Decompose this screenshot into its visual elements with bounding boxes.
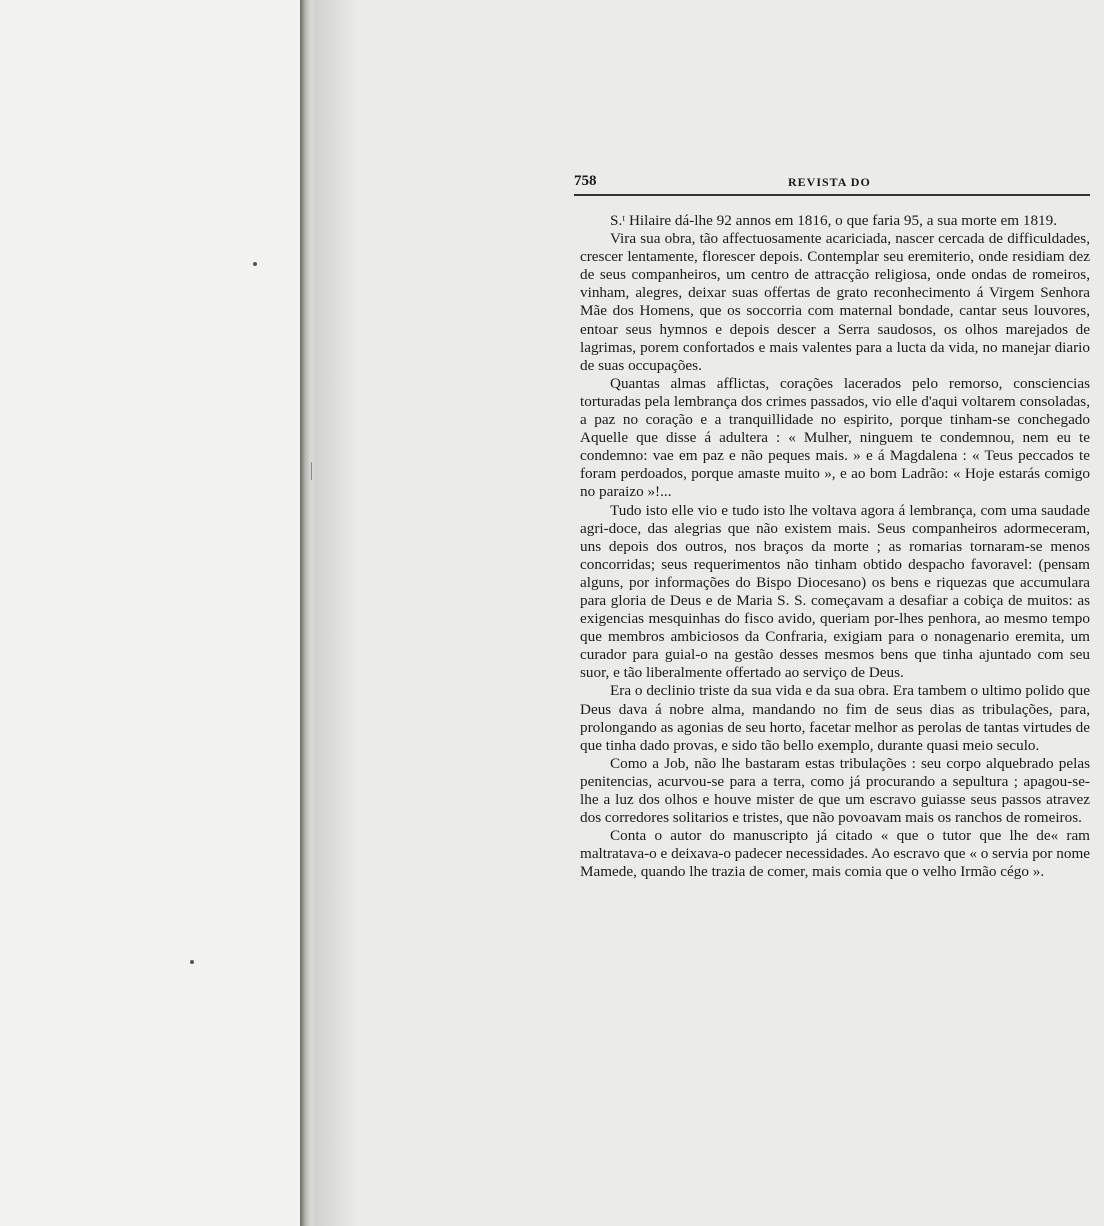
paragraph: Era o declinio triste da sua vida e da sua obra. Era tambem o ultimo polido que Deus dava á nobre alma, mandando no fim de seus dias as tribulações, para, prolongando as agonias de seu horto, facetar melhor as perolas de tantas virtudes de que tinha dado provas, e sido tão bello exemplo, durante quasi meio seculo. bbox=[580, 682, 1090, 754]
book-binding-gutter bbox=[300, 0, 318, 1226]
paper-speck bbox=[190, 960, 194, 964]
paragraph: Vira sua obra, tão affectuosamente acariciada, nascer cercada de difficuldades, crescer lentamente, florescer depois. Contemplar seu eremiterio, onde residiam dez de seus companheiros, um centro de attracção religiosa, onde ondas de romeiros, vinham, alegres, deixar suas offertas de grato reconhecimento á Virgem Senhora Mãe dos Homens, que os soccorria com maternal bondade, cantar seus louvores, entoar seus hymnos e depois descer a Serra saudosos, os olhos marejados de lagrimas, porem confortados e mais valentes para a lucta da vida, no manejar diario de suas occupações. bbox=[580, 230, 1090, 374]
body-text bbox=[580, 212, 1090, 881]
paragraph: Como a Job, não lhe bastaram estas tribulações : seu corpo alquebrado pelas penitencias, acurvou-se para a terra, como já procurando a sepultura ; apagou-se-lhe a luz dos olhos e houve mister de que um escravo guiasse seus passos atravez dos corredores solitarios e tristes, que não povoavam mais os ranchos de romeiros. bbox=[580, 754, 1090, 827]
paragraph: Conta o autor do manuscripto já citado « que o tutor que lhe de« ram maltratava-o e deixava-o padecer necessidades. Ao escravo que « o servia por nome Mamede, quando lhe trazia de comer, mais comia que o velho Irmão cégo ». bbox=[580, 827, 1090, 881]
running-head: REVISTA DO bbox=[788, 175, 871, 189]
paragraph: Tudo isto elle vio e tudo isto lhe voltava agora á lembrança, com uma saudade agri-doce, das alegrias que não existem mais. Seus companheiros adormeceram, uns depois dos outros, nos braços da morte ; as romarias tornaram-se menos concorridas; seus requerimentos não tinham obtido despacho favoravel: (pensam alguns, por informações do Bispo Diocesano) os bens e riquezas que accumulara para gloria de Deus e de Maria S. S. começavam a desafiar a cobiça de muitos: as exigencias mesquinhas do fisco avido, queriam por-lhes penhora, ao mesmo tempo que membros ambiciosos da Confraria, exigiam para o nonagenario eremita, um curador para guial-o na gestão desses mesmos bens que tinha ajuntado com seu suor, e tão liberalmente offertado ao serviço de Deus. bbox=[580, 501, 1090, 682]
paper-mark bbox=[311, 462, 312, 480]
page-header bbox=[574, 173, 1090, 195]
paragraph: Quantas almas afflictas, corações lacerados pelo remorso, consciencias torturadas pela lembrança dos crimes passados, vio elle d'aqui voltarem consoladas, a paz no coração e a tranquillidade no espirito, porque tinham-se conchegado Aquelle que disse á adultera : « Mulher, ninguem te condemnou, nem eu te condemno: vae em paz e não peques mais. » e á Magdalena : « Teus peccados te foram perdoados, porque amaste muito », e ao bom Ladrão: « Hoje estarás comigo no paraizo »!... bbox=[580, 374, 1090, 501]
paper-speck bbox=[253, 262, 257, 266]
gutter-shadow bbox=[318, 0, 358, 1226]
paragraph: S.ᵗ Hilaire dá-lhe 92 annos em 1816, o que faria 95, a sua morte em 1819. bbox=[610, 212, 1058, 229]
page-number: 758 bbox=[574, 173, 597, 189]
left-blank-page bbox=[0, 0, 300, 1226]
header-rule bbox=[574, 194, 1090, 196]
